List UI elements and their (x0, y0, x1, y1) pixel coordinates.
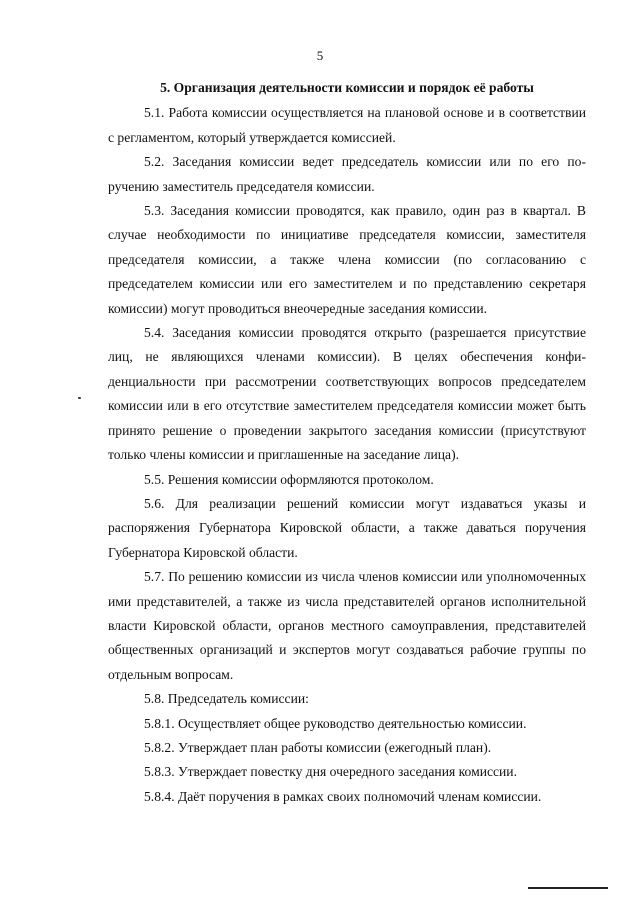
scan-margin-mark (78, 397, 81, 399)
paragraph-5-8-4: 5.8.4. Даёт поручения в рамках своих полномочий членам комиссии. (144, 788, 542, 804)
document-body (108, 76, 586, 809)
paragraph-5-8-3: 5.8.3. Утверждает повестку дня очередного заседания комиссии. (144, 764, 517, 780)
section-heading: 5. Организация деятельности комиссии и порядок её работы (160, 80, 534, 95)
paragraph-5-4: 5.4. Заседания комиссии проводятся открыто (разрешается присутствие лиц, не являющихся членами комиссии). В целях обеспечения конфиденциальности при рассмотрении соответствующих вопросов председателем комиссии или в его отсутствие заместителем председателя комиссии может быть принято решение о проведении закрытого заседания комиссии (присутствуют только члены комиссии и приглашенные на заседание лица). (108, 325, 586, 463)
paragraph-5-2: 5.2. Заседания комиссии ведет председатель комиссии или по его поручению заместитель председателя комиссии. (108, 154, 586, 194)
paragraph-5-3: 5.3. Заседания комиссии проводятся, как правило, один раз в квартал. В случае необходимости по инициативе председателя комиссии, заместителя председателя комиссии, а также члена комиссии (по согласованию с председателем комиссии или его заместителем и по представлению секретаря комиссии) могут проводиться внеочередные заседания комиссии. (108, 203, 586, 316)
paragraph-5-1: 5.1. Работа комиссии осуществляется на плановой основе и в соответствии с регламентом, который утверждается комиссией. (108, 105, 586, 145)
paragraph-5-5: 5.5. Решения комиссии оформляются протоколом. (144, 471, 434, 487)
paragraph-5-8-1: 5.8.1. Осуществляет общее руководство деятельностью комиссии. (144, 715, 527, 731)
paragraph-5-8-2: 5.8.2. Утверждает план работы комиссии (ежегодный план). (144, 739, 492, 755)
paragraph-5-7: 5.7. По решению комиссии из числа членов комиссии или уполномоченных ими представителей, а также из числа представителей органов исполнительной власти Кировской области, органов местного самоуправления, представителей общественных организаций и экспертов могут создаваться рабочие группы по отдельным вопросам. (108, 569, 586, 682)
page-number: 5 (316, 48, 324, 63)
paragraph-5-8: 5.8. Председатель комиссии: (144, 691, 309, 707)
footer-rule (528, 887, 608, 889)
paragraph-5-6: 5.6. Для реализации решений комиссии могут издаваться указы и распоряжения Губернатора Кировской области, а также даваться поручения Губернатора Кировской области. (108, 495, 586, 560)
